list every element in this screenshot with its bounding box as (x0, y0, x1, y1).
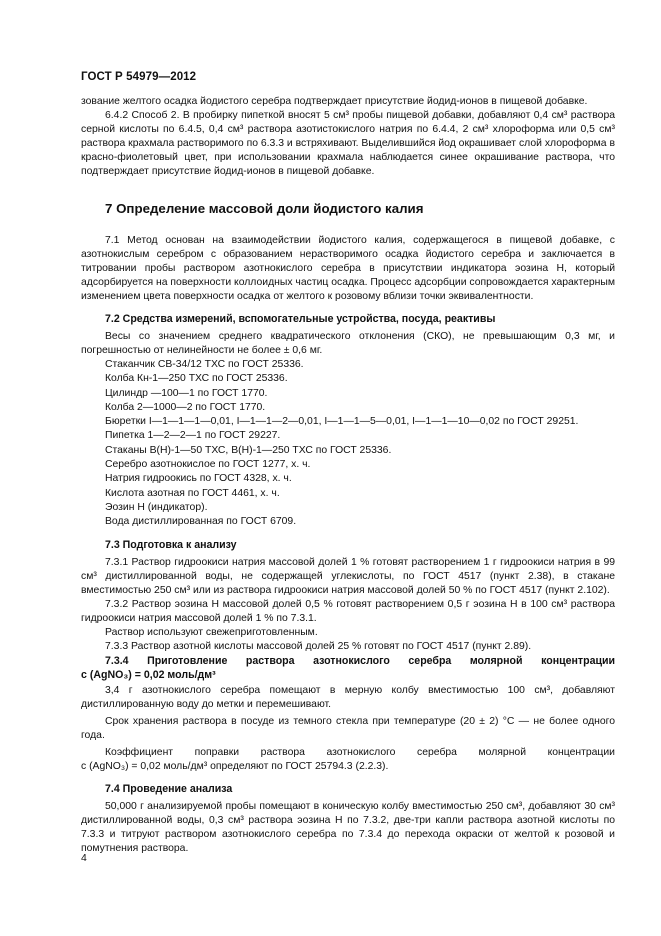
list-item: Бюретки I—1—1—1—0,01, I—1—1—2—0,01, I—1—1—5—0,01, I—1—1—10—0,02 по ГОСТ 29251. (105, 416, 579, 428)
paragraph-7-1: 7.1 Метод основан на взаимодействии йодистого калия, содержащегося в пищевой добавке, с азотнокислым серебром с образованием нерастворимого осадка йодистого серебра и заключается в титровании пробы раствором азотнокислого серебра в присутствии индикатора эозина Н, который адсорбируется на поверхности коллоидных частиц осадка. Процесс адсорбции сопровождается характерным изменением цвета поверхности осадка от желтого к розовому вблизи точки эквивалентности. (81, 235, 615, 302)
scales-text: Весы со значением среднего квадратического отклонения (СКО), не превышающим 0,3 мг, и погрешностью от нелинейности не более ± 0,6 мг. (81, 331, 615, 356)
paragraph-7-3-3: 7.3.3 Раствор азотной кислоты массовой долей 25 % готовят по ГОСТ 4517 (пункт 2.89). (105, 640, 532, 652)
list-item: Стаканчик СВ-34/12 ТХС по ГОСТ 25336. (105, 359, 304, 370)
section-7-title: 7 Определение массовой доли йодистого калия (105, 201, 424, 216)
paragraph-7-3-1: 7.3.1 Раствор гидроокиси натрия массовой долей 1 % готовят растворением 1 г гидроокиси натрия в 99 см³ дистиллированной воды, не содержащей углекислоты, по ГОСТ 4517 (пункт 2.38), в стакане вместимостью 250 см³ или из раствора гидроокиси натрия массовой долей 50 % по ГОСТ 4517 (пункт 2.102). (81, 556, 615, 596)
paragraph-7-3-4-b: Срок хранения раствора в посуде из темного стекла при температуре (20 ± 2) °С — не более одного года. (81, 715, 615, 741)
section-7-4-title: 7.4 Проведение анализа (105, 782, 233, 795)
list-item: Цилиндр —100—1 по ГОСТ 1770. (105, 387, 268, 399)
paragraph-7-3-4-a: 3,4 г азотнокислого серебра помещают в мерную колбу вместимостью 100 см³, добавляют дистиллированную воду до метки и перемешивают. (81, 684, 615, 710)
section-7-2-title: 7.2 Средства измерений, вспомогательные устройства, посуда, реактивы (105, 313, 496, 325)
paragraph-7-3-4-title-cont: c (AgNO₃) = 0,02 моль/дм³ (81, 668, 216, 681)
paragraph-7-3-4-title: 7.3.4 Приготовление раствора азотнокислого серебра молярной концентрации (105, 654, 615, 667)
list-item: Колба Кн-1—250 ТХС по ГОСТ 25336. (105, 373, 288, 385)
section-7-3-title: 7.3 Подготовка к анализу (105, 538, 237, 551)
paragraph-7-3-4-c: Коэффициент поправки раствора азотнокислого серебра молярной концентрации (105, 746, 615, 758)
list-item: Кислота азотная по ГОСТ 4461, х. ч. (105, 487, 280, 499)
paragraph-7-4: 50,000 г анализируемой пробы помещают в коническую колбу вместимостью 250 см³, добавляют 30 см³ дистиллированной воды, 0,3 см³ раствора эозина Н по 7.3.2, две-три капли раствора азотной кислоты по 7.3.3 и титруют раствором азотнокислого серебра по 7.3.4 до перехода окраски от желтой к розовой и помутнения раствора. (81, 800, 615, 854)
list-item: Натрия гидроокись по ГОСТ 4328, х. ч. (105, 473, 292, 485)
intro-paragraph-1: зование желтого осадка йодистого серебра подтверждает присутствие йодид-ионов в пищевой добавке. (81, 96, 588, 107)
list-item: Стаканы В(Н)-1—50 ТХС, В(Н)-1—250 ТХС по ГОСТ 25336. (105, 444, 392, 456)
list-item: Колба 2—1000—2 по ГОСТ 1770. (105, 401, 266, 413)
paragraph-6-4-2: 6.4.2 Способ 2. В пробирку пипеткой вносят 5 см³ пробы пищевой добавки, добавляют 0,4 см³ раствора серной кислоты по 6.4.5, 0,4 см³ раствора азотистокислого натрия по 6.4.4, 2 см³ хлороформа или 0,5 см³ раствора крахмала растворимого по 6.3.3 и встряхивают. Выделившийся йод окрашивает слой хлороформа в красно-фиолетовый цвет, при использовании крахмала наблюдается синее окрашивание раствора, что подтверждает присутствие йодид-ионов в пищевой добавке. (81, 110, 615, 177)
list-item: Эозин Н (индикатор). (105, 501, 208, 513)
list-item: Пипетка 1—2—2—1 по ГОСТ 29227. (105, 430, 281, 442)
fresh-note: Раствор используют свежеприготовленным. (105, 626, 318, 638)
paragraph-7-3-2: 7.3.2 Раствор эозина Н массовой долей 0,5 % готовят растворением 0,5 г эозина Н в 100 см³ раствора гидроокиси натрия массовой долей 1 % по 7.3.1. (81, 598, 615, 624)
list-item: Серебро азотнокислое по ГОСТ 1277, х. ч. (105, 459, 311, 471)
list-item: Вода дистиллированная по ГОСТ 6709. (105, 516, 297, 528)
standard-header: ГОСТ Р 54979—2012 (81, 71, 197, 83)
page-number: 4 (81, 853, 87, 864)
paragraph-7-3-4-c-cont: c (AgNO₃) = 0,02 моль/дм³ определяют по ГОСТ 25794.3 (2.2.3). (81, 760, 389, 772)
page-content (81, 95, 615, 856)
equipment-list (81, 358, 615, 530)
